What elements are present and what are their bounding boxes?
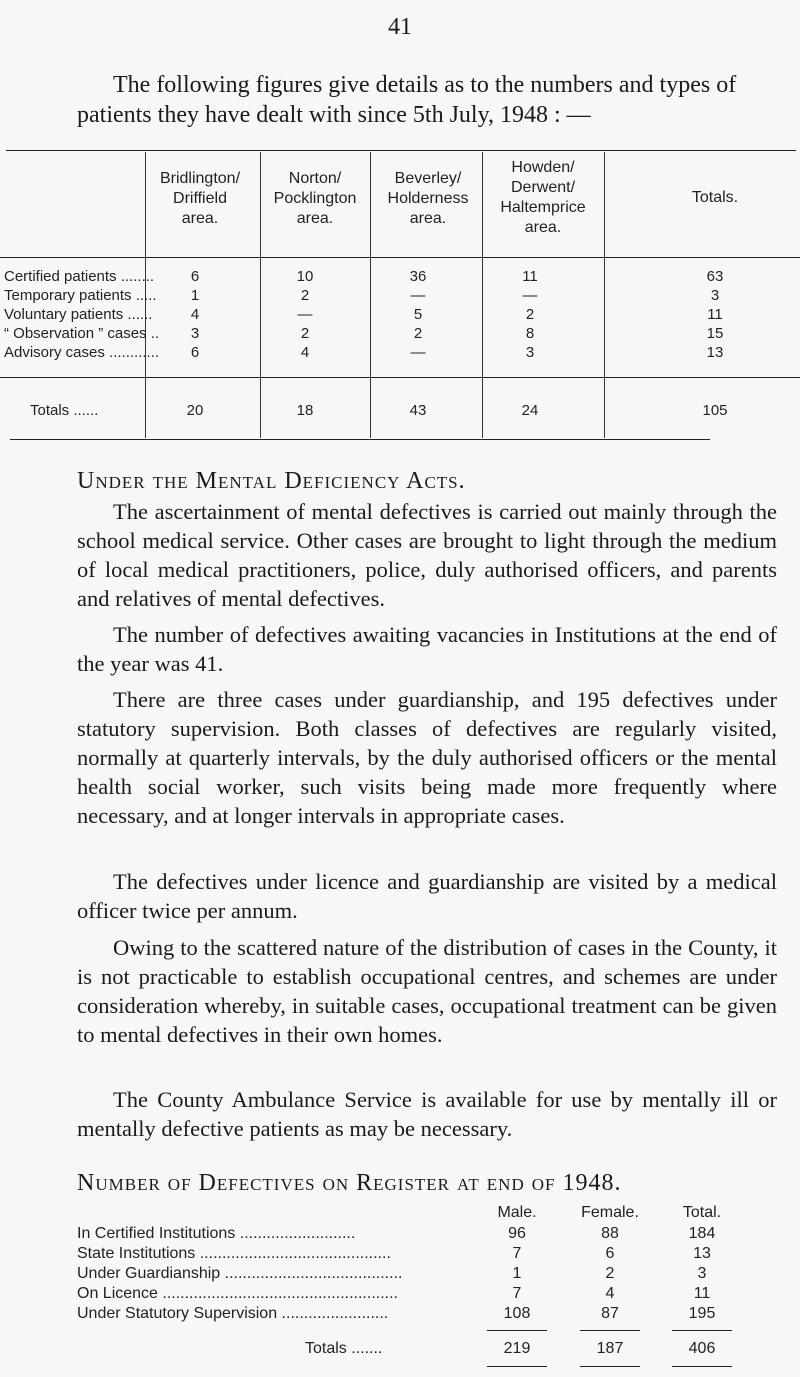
table-total-cell: 43 <box>409 402 427 419</box>
register-heading: Number of Defectives on Register at end of 1948. <box>77 1170 622 1196</box>
register-sum-rule <box>672 1330 732 1331</box>
table-total-cell: 24 <box>521 402 539 419</box>
table-cell: — <box>297 306 313 323</box>
column-divider <box>260 152 261 438</box>
table-cell: 10 <box>296 268 314 285</box>
register-label-totals: Totals ....... <box>305 1340 383 1357</box>
table-header-rule <box>0 257 800 258</box>
page-number: 41 <box>388 14 412 40</box>
register-total-cell: 219 <box>503 1340 531 1357</box>
register-total-rule <box>487 1366 547 1367</box>
intro-paragraph: The following figures give details as to the numbers and types of patients they have dealt with since 5th July, 1948 : — <box>77 72 737 128</box>
register-cell: 88 <box>601 1225 619 1242</box>
table-cell: 63 <box>706 268 724 285</box>
table-cell: 11 <box>522 268 538 285</box>
register-cell: 1 <box>512 1265 522 1282</box>
table-cell: 4 <box>300 344 310 361</box>
mental-deficiency-heading: Under the Mental Deficiency Acts. <box>77 468 466 494</box>
register-total-cell: 406 <box>688 1340 716 1357</box>
paragraph-occupational-centres: Owing to the scattered nature of the distribution of cases in the County, it is not practicable to establish occupational centres, and schemes are under consideration whereby, in suitable cases, occupational treatment can be given to mental defectives in their own homes. <box>77 935 777 1047</box>
register-cell: 184 <box>688 1225 716 1242</box>
table-cell: 2 <box>413 325 423 342</box>
register-label-licence: On Licence ..................................................... <box>77 1285 398 1302</box>
register-cell: 2 <box>605 1265 615 1282</box>
register-sum-rule <box>487 1330 547 1331</box>
register-label-state: State Institutions ........................................... <box>77 1245 391 1262</box>
table-totals-rule <box>0 377 800 378</box>
column-header-bridlington: Bridlington/ Driffield area. <box>159 170 241 227</box>
column-header-howden: Howden/ Derwent/ Haltemprice area. <box>500 159 586 236</box>
table-cell: — <box>522 287 538 304</box>
row-label-totals: Totals ...... <box>30 402 99 419</box>
table-bottom-rule <box>10 439 710 440</box>
register-cell: 3 <box>697 1265 707 1282</box>
register-cell: 108 <box>503 1305 531 1322</box>
table-cell: 3 <box>710 287 720 304</box>
table-top-rule <box>6 150 796 151</box>
row-label-voluntary: Voluntary patients ...... <box>4 306 153 323</box>
table-total-cell: 20 <box>186 402 204 419</box>
table-total-cell: 18 <box>296 402 314 419</box>
row-label-temporary: Temporary patients ..... <box>4 287 157 304</box>
table-cell: 15 <box>706 325 724 342</box>
register-total-rule <box>580 1366 640 1367</box>
table-cell: 3 <box>190 325 200 342</box>
table-cell: — <box>410 344 426 361</box>
register-label-supervision: Under Statutory Supervision ........................ <box>77 1305 389 1322</box>
row-label-observation: “ Observation ” cases .. <box>4 325 160 342</box>
register-label-certified: In Certified Institutions .......................... <box>77 1225 356 1242</box>
column-divider <box>604 152 605 438</box>
table-cell: 36 <box>409 268 427 285</box>
paragraph-ambulance: The County Ambulance Service is available for use by mentally ill or mentally defective patients as may be necessary. <box>77 1087 777 1141</box>
register-header-male: Male. <box>497 1204 537 1221</box>
column-divider <box>482 152 483 438</box>
register-cell: 87 <box>601 1305 619 1322</box>
table-cell: — <box>410 287 426 304</box>
paragraph-ascertainment: The ascertainment of mental defectives is carried out mainly through the school medical service. Other cases are brought to light through the medium of local medical practitioners, police, duly authorised officers, and parents and relatives of mental defectives. <box>77 499 777 611</box>
table-cell: 11 <box>707 306 723 323</box>
register-cell: 96 <box>508 1225 526 1242</box>
register-header-female: Female. <box>581 1204 639 1221</box>
column-divider <box>370 152 371 438</box>
column-header-beverley: Beverley/ Holderness area. <box>387 170 469 227</box>
register-cell: 4 <box>605 1285 615 1302</box>
row-label-certified: Certified patients ........ <box>4 268 155 285</box>
register-cell: 7 <box>512 1245 522 1262</box>
table-cell: 3 <box>525 344 535 361</box>
register-total-cell: 187 <box>596 1340 624 1357</box>
table-cell: 6 <box>190 344 200 361</box>
table-cell: 1 <box>190 287 200 304</box>
paragraph-licence-visits: The defectives under licence and guardianship are visited by a medical officer twice per annum. <box>77 869 777 923</box>
table-cell: 2 <box>525 306 535 323</box>
row-label-advisory: Advisory cases ............ <box>4 344 160 361</box>
register-cell: 6 <box>605 1245 615 1262</box>
table-cell: 5 <box>413 306 423 323</box>
table-total-cell: 105 <box>702 402 728 419</box>
table-cell: 6 <box>190 268 200 285</box>
paragraph-guardianship: There are three cases under guardianship, and 195 defectives under statutory supervision. Both classes of defectives are regularly visited, normally at quarterly intervals, by the duly authorised officers or the mental health social worker, such visits being made more frequently where necessary, and at longer intervals in appropriate cases. <box>77 687 777 828</box>
register-sum-rule <box>580 1330 640 1331</box>
register-cell: 195 <box>688 1305 716 1322</box>
column-header-norton: Norton/ Pocklington area. <box>273 170 357 227</box>
table-cell: 4 <box>190 306 200 323</box>
register-cell: 11 <box>693 1285 711 1302</box>
paragraph-awaiting-vacancies: The number of defectives awaiting vacancies in Institutions at the end of the year was 41. <box>77 622 777 676</box>
register-header-total: Total. <box>682 1204 722 1221</box>
register-total-rule <box>672 1366 732 1367</box>
table-cell: 2 <box>300 325 310 342</box>
column-header-totals: Totals. <box>691 189 739 206</box>
table-cell: 8 <box>525 325 535 342</box>
patients-table <box>0 150 800 440</box>
register-cell: 13 <box>693 1245 711 1262</box>
register-cell: 7 <box>512 1285 522 1302</box>
table-cell: 13 <box>706 344 724 361</box>
table-cell: 2 <box>300 287 310 304</box>
register-label-guardianship: Under Guardianship ........................................ <box>77 1265 403 1282</box>
